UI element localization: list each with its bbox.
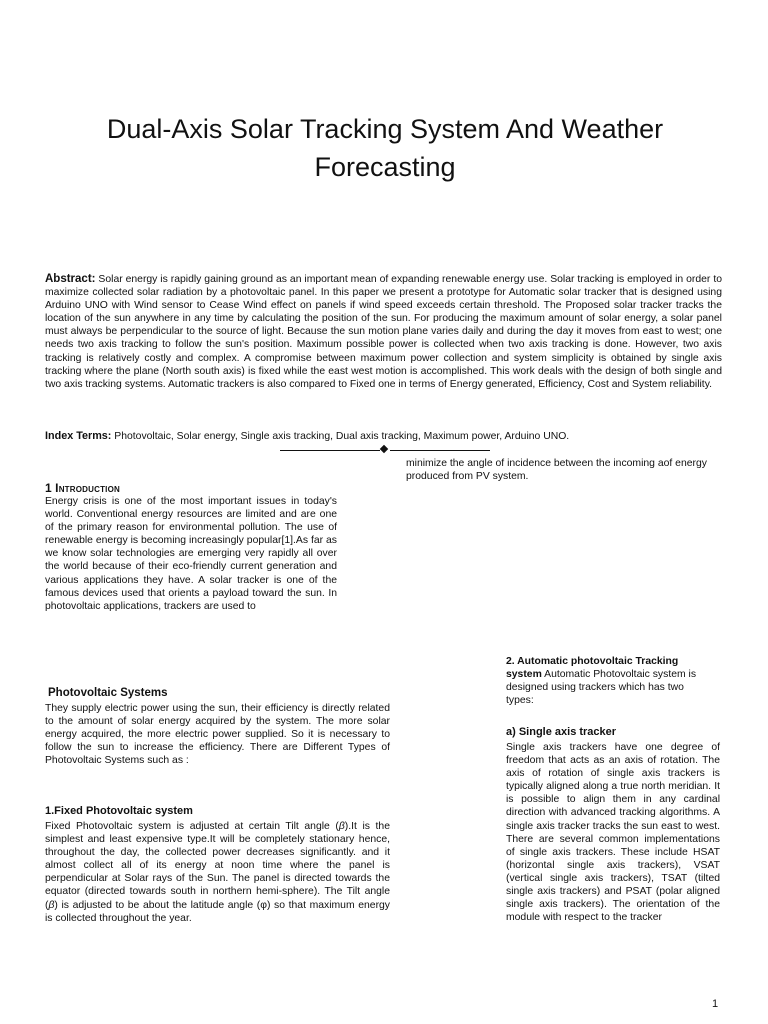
pv-systems-body: They supply electric power using the sun, their efficiency is directly related to the amount of solar energy acquired by the system. The more solar energy acquired, the more electric power supplied. So it is necessary to follow the sun to increase the efficiency. There are Different Types of Photovoltaic Systems such as : — [45, 703, 390, 767]
beta-symbol: β — [48, 899, 55, 911]
diamond-icon — [380, 445, 388, 453]
index-terms — [45, 430, 722, 443]
section-divider — [280, 450, 490, 451]
abstract-label: Abstract: — [45, 273, 96, 285]
fixed-pv-text-2: ).It is the simplest and least expensive type.It will be completely stationary hence, throughout the day, the collected power decreases significantly. and it almost collect all of its energy at noon time where the panel is perpendicular at Solar rays of the Sun. The panel is directed towards the equator (directed towards south in northern hemi-sphere). The Tilt angle ( — [45, 821, 390, 911]
auto-pv-body: Automatic Photovoltaic system is designed using trackers which has two types: — [506, 669, 697, 707]
intro-heading-first: I — [55, 481, 59, 495]
intro-heading-rest: ntroduction — [58, 483, 120, 495]
intro-body: Energy crisis is one of the most important issues in today's world. Conventional energy resources are limited and are one of the primary reason for environmental pollution. The use of renewable energy is becoming increasingly popular[1].As far as we know solar technologies are emerging very rapidly all over the world because of their eco-friendly current generation and various applications they have. A solar tracker is one of the famous devices used that orients a payload toward the sun. In photovoltaic applications, trackers are used to — [45, 496, 337, 612]
index-terms-label: Index Terms: — [45, 430, 112, 442]
fixed-pv-body — [45, 820, 390, 925]
auto-pv-heading: 2. Automatic photovoltaic Tracking system — [506, 656, 679, 681]
index-terms-text: Photovoltaic, Solar energy, Single axis tracking, Dual axis tracking, Maximum power, Arduino UNO. — [114, 431, 570, 442]
single-axis-heading: a) Single axis tracker — [506, 726, 617, 738]
fixed-pv-text-1: Fixed Photovoltaic system is adjusted at certain Tilt angle ( — [45, 821, 339, 832]
fixed-pv-heading: 1.Fixed Photovoltaic system — [45, 805, 193, 817]
intro-continuation: minimize the angle of incidence between the incoming aof energy produced from PV system. — [406, 458, 707, 483]
single-axis-body: Single axis trackers have one degree of freedom that acts as an axis of rotation. The axis of rotation of single axis trackers is typically aligned along a true north meridian. It is possible to align them in any cardinal direction with advanced tracking algorithms. A single axis tracker tracks the sun east to west. There are several common implementations of single axis trackers. These include HSAT (horizontal single axis trackers), VSAT (vertical single axis trackers), TSAT (tilted single axis trackers) and PSAT (polar aligned single axis trackers). The orientation of the module with respect to the tracker — [506, 742, 720, 924]
fixed-pv-text-3: ) is adjusted to be about the latitude angle (φ) so that maximum energy is collected throughout the year. — [45, 899, 390, 924]
paper-title: Dual-Axis Solar Tracking System And Weather Forecasting — [106, 114, 664, 182]
auto-pv-section — [506, 655, 706, 707]
pv-systems-heading: Photovoltaic Systems — [48, 687, 168, 699]
abstract — [45, 273, 722, 391]
intro-number: 1 — [45, 481, 52, 495]
abstract-text: Solar energy is rapidly gaining ground as an important mean of expanding renewable energy use. Solar tracking is employed in order to maximize collected solar radiation by a photovoltaic panel. In this paper we present a prototype for Automatic solar tracker that is designed using Arduino UNO with Wind sensor to Cease Wind effect on panels if wind speed exceeds certain threshold. The Proposed solar tracker tracks the location of the sun anywhere in any time by calculating the position of the sun. For producing the maximum amount of solar energy, a solar panel must always be perpendicular to the source of light. Because the sun motion plane varies daily and during the day it moves from east to west; one needs two axis tracking to follow the sun's position. Maximum possible power is collected when two axis tracking is done. However, two axis tracking is relatively costly and complex. A compromise between maximum power collection and system simplicity is obtained by single axis tracking where the plane (North south axis) is fixed while the east west motion is accomplished. This work deals with the design of both single and two axis tracking systems. Automatic trackers is also compared to Fixed one in terms of Energy generated, Efficiency, Cost and System reliability. — [45, 274, 722, 390]
page-number: 1 — [712, 998, 719, 1010]
beta-symbol: β — [338, 821, 345, 832]
intro-heading — [45, 481, 120, 495]
